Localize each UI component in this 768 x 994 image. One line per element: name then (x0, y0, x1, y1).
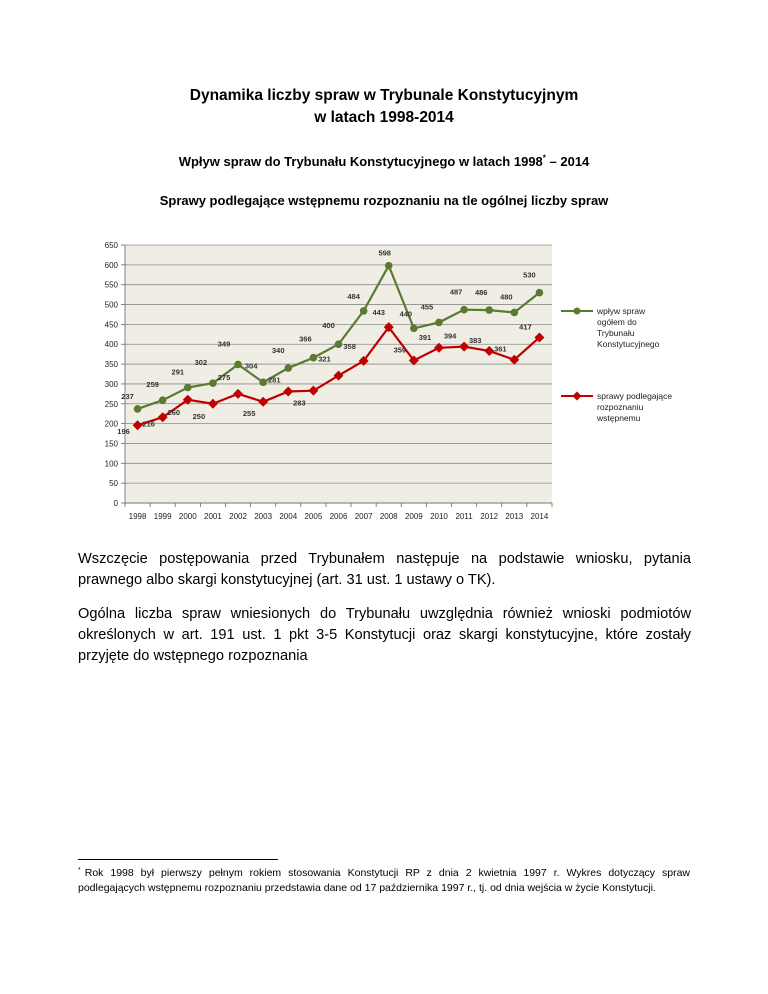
data-label: 260 (167, 407, 181, 417)
data-label: 349 (217, 339, 231, 349)
x-tick-label: 2000 (178, 512, 197, 521)
document-title-line1: Dynamika liczby spraw w Trybunale Konstytucyjnym (189, 87, 579, 104)
x-tick-label: 2012 (480, 512, 499, 521)
x-tick-label: 1999 (153, 512, 172, 521)
data-point-marker (435, 319, 443, 327)
x-tick-label: 2003 (254, 512, 273, 521)
paragraph-total-cases: Ogólna liczba spraw wniesionych do Trybunału uwzględnia również wnioski podmiotów określonych w art. 191 ust. 1 pkt 3-5 Konstytucji oraz skargi konstytucyjne, które zostały przyjęte do wstępnego rozpoznania (78, 606, 691, 664)
data-point-marker (536, 289, 544, 297)
y-tick-label: 150 (104, 439, 118, 449)
data-label: 321 (318, 354, 331, 364)
data-label: 340 (272, 346, 285, 356)
x-tick-label: 2014 (530, 512, 549, 521)
data-label: 487 (449, 287, 463, 297)
x-tick-label: 2009 (404, 512, 423, 521)
legend-marker (574, 308, 581, 315)
data-point-marker (360, 307, 368, 315)
data-label: 530 (523, 270, 536, 280)
y-tick-label: 100 (104, 459, 118, 469)
legend-label: sprawy podlegające (597, 391, 673, 401)
legend-label: Trybunału (597, 328, 635, 338)
y-tick-label: 0 (113, 499, 118, 508)
footnote-text: Rok 1998 był pierwszy pełnym rokiem stosowania Konstytucji RP z dnia 2 kwietnia 1997 r. Wykres dotyczący spraw podlegających wstępnemu rozpoznaniu przedstawia dane od 17 października 1997 r., tj. od dnia wejścia w życie Konstytucji. (78, 867, 690, 894)
chart-subtitle-text: Wpływ spraw do Trybunału Konstytucyjnego w latach 1998 (178, 154, 543, 169)
data-point-marker (410, 325, 418, 333)
data-label: 291 (171, 367, 185, 377)
data-label: 237 (121, 391, 134, 401)
data-label: 358 (343, 341, 356, 351)
data-label: 417 (519, 322, 532, 332)
footnote-separator (78, 859, 278, 860)
data-label: 598 (378, 248, 391, 258)
y-tick-label: 550 (104, 280, 118, 290)
data-label: 361 (494, 344, 507, 354)
document-title-line2: w latach 1998-2014 (314, 109, 454, 126)
legend-label: wpływ spraw (597, 306, 646, 316)
data-label: 440 (399, 309, 413, 319)
data-label: 366 (299, 334, 312, 344)
footnote-reference[interactable]: * (542, 153, 546, 163)
data-point-marker (234, 361, 242, 369)
data-label: 383 (468, 335, 482, 345)
data-point-marker (485, 306, 493, 314)
x-tick-label: 2006 (329, 512, 348, 521)
data-point-marker (385, 262, 393, 270)
data-label: 250 (192, 411, 206, 421)
x-tick-label: 2007 (354, 512, 373, 521)
line-chart (95, 235, 673, 535)
data-label: 283 (293, 398, 306, 408)
data-label: 394 (443, 331, 457, 341)
data-point-marker (460, 306, 468, 314)
data-point-marker (134, 405, 142, 413)
legend-label: wstępnemu (597, 413, 641, 423)
data-label: 275 (217, 372, 231, 382)
x-tick-label: 1998 (128, 512, 147, 521)
y-tick-label: 250 (104, 399, 118, 409)
data-label: 400 (322, 321, 335, 331)
data-label: 302 (194, 358, 208, 368)
data-label: 486 (474, 288, 488, 298)
y-tick-label: 50 (109, 479, 118, 489)
data-point-marker (184, 384, 192, 392)
footnote-marker: * (78, 866, 81, 874)
data-label: 255 (242, 408, 256, 418)
y-tick-label: 200 (104, 419, 118, 429)
data-label: 455 (420, 302, 434, 312)
legend-label: ogółem do (597, 317, 637, 327)
data-label: 216 (142, 419, 155, 429)
legend-marker (573, 392, 582, 401)
x-tick-label: 2004 (279, 512, 298, 521)
y-tick-label: 500 (104, 300, 118, 310)
data-label: 281 (268, 375, 281, 385)
legend-label: rozpoznaniu (597, 402, 644, 412)
data-point-marker (511, 309, 519, 317)
data-label: 391 (418, 332, 432, 342)
y-tick-label: 400 (104, 340, 118, 350)
data-label: 480 (500, 292, 513, 302)
legend-label: Konstytucyjnego (597, 339, 660, 349)
data-label: 259 (146, 380, 159, 390)
data-label: 484 (347, 291, 360, 301)
y-tick-label: 450 (104, 320, 118, 330)
x-tick-label: 2002 (229, 512, 247, 521)
data-point-marker (284, 364, 292, 372)
data-point-marker (259, 379, 267, 387)
x-tick-label: 2008 (379, 512, 398, 521)
y-tick-label: 650 (104, 241, 118, 250)
data-label: 359 (393, 345, 407, 355)
chart-subtitle-suffix: – 2014 (545, 154, 590, 169)
y-tick-label: 350 (104, 360, 118, 370)
data-point-marker (335, 340, 343, 348)
paragraph-proceedings: Wszczęcie postępowania przed Trybunałem następuje na podstawie wniosku, pytania prawnego albo skargi konstytucyjnej (art. 31 ust. 1 ustawy o TK). (78, 551, 691, 588)
data-point-marker (310, 354, 318, 362)
data-point-marker (159, 396, 167, 404)
y-tick-label: 600 (104, 260, 118, 270)
chart-subtitle (0, 154, 768, 169)
data-point-marker (209, 379, 217, 387)
data-label: 443 (372, 308, 385, 318)
data-label: 196 (117, 427, 130, 437)
x-tick-label: 2001 (204, 512, 222, 521)
x-tick-label: 2005 (304, 512, 323, 521)
x-tick-label: 2013 (505, 512, 524, 521)
x-tick-label: 2011 (455, 512, 473, 521)
x-tick-label: 2010 (430, 512, 448, 521)
y-tick-label: 300 (104, 379, 118, 389)
footnote (78, 866, 690, 896)
chart-caption: Sprawy podlegające wstępnemu rozpoznaniu na tle ogólnej liczby spraw (159, 193, 609, 208)
data-label: 304 (244, 361, 258, 371)
